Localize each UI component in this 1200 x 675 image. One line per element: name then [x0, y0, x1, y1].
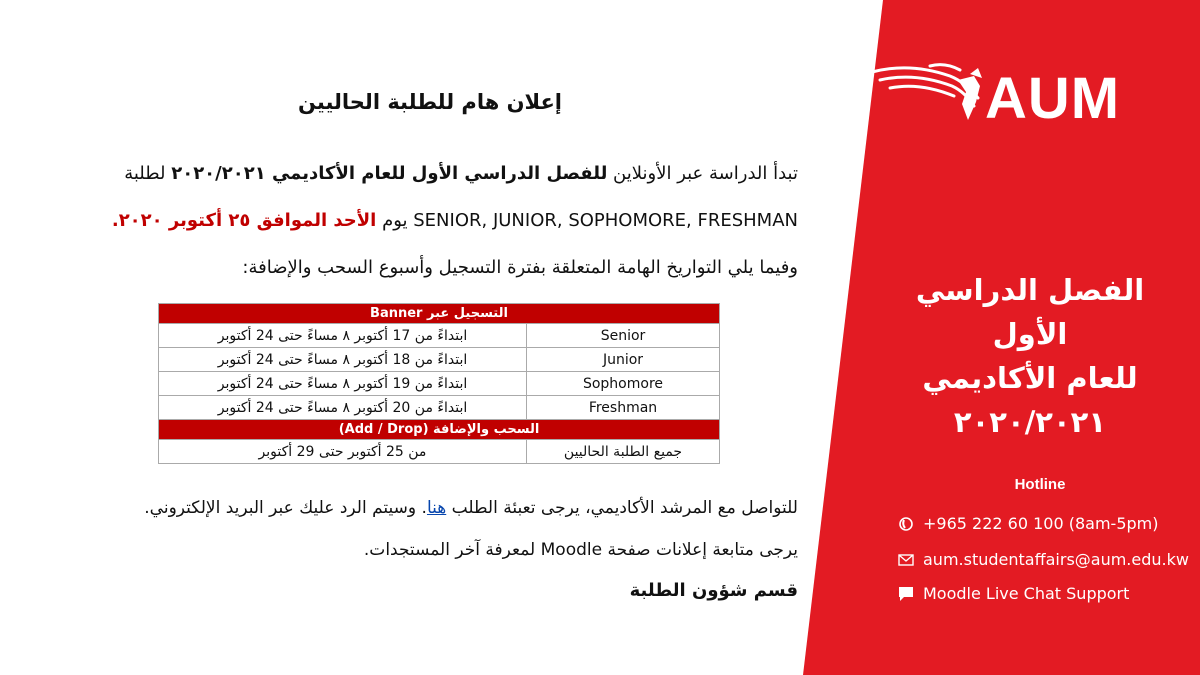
- dates-intro: وفيما يلي التواريخ الهامة المتعلقة بفترة التسجيل وأسبوع السحب والإضافة:: [242, 257, 798, 278]
- email-address: aum.studentaffairs@aum.edu.kw: [923, 550, 1189, 569]
- chat-contact[interactable]: [897, 584, 1129, 603]
- levels-paragraph: [42, 210, 798, 232]
- signature: قسم شؤون الطلبة: [629, 580, 798, 601]
- advisor-contact-paragraph: [42, 493, 798, 523]
- intro-paragraph: [42, 163, 798, 185]
- advisor-text: للتواصل مع المرشد الأكاديمي، يرجى تعبئة الطلب: [446, 498, 798, 518]
- table-row: [159, 440, 720, 464]
- request-form-link[interactable]: هنا: [426, 498, 447, 518]
- table-row: [159, 348, 720, 372]
- level-cell: Senior: [527, 324, 720, 348]
- phone-icon: [897, 515, 915, 533]
- moodle-paragraph: يرجى متابعة إعلانات صفحة Moodle لمعرفة آخر المستجدات.: [363, 540, 798, 560]
- dates-cell: ابتداءً من 20 أكتوبر ٨ مساءً حتى 24 أكتوبر: [159, 396, 527, 420]
- hotline-heading: Hotline: [1014, 476, 1066, 493]
- advisor-text-suffix: . وسيتم الرد عليك عبر البريد الإلكتروني.: [144, 498, 427, 518]
- dates-cell: من 25 أكتوبر حتى 29 أكتوبر: [159, 440, 527, 464]
- side-title-line: للعام الأكاديمي: [922, 361, 1138, 395]
- side-title: [880, 268, 1180, 444]
- table-row: [159, 372, 720, 396]
- table-header: [159, 420, 720, 440]
- logo-text: AUM: [985, 66, 1121, 131]
- phone-contact[interactable]: [897, 514, 1158, 533]
- side-title-line: ٢٠٢٠/٢٠٢١: [953, 405, 1107, 439]
- intro-text: تبدأ الدراسة عبر الأونلاين: [607, 163, 798, 184]
- add-drop-header: السحب والإضافة (Add / Drop): [159, 420, 720, 440]
- dates-cell: ابتداءً من 18 أكتوبر ٨ مساءً حتى 24 أكتوبر: [159, 348, 527, 372]
- chat-support-label: Moodle Live Chat Support: [923, 584, 1130, 603]
- intro-suffix: لطلبة: [124, 163, 172, 184]
- registration-header: التسجيل عبر Banner: [159, 304, 720, 324]
- level-cell: Freshman: [527, 396, 720, 420]
- level-cell: جميع الطلبة الحاليين: [527, 440, 720, 464]
- side-title-line: الفصل الدراسي الأول: [915, 273, 1145, 351]
- level-cell: Sophomore: [527, 372, 720, 396]
- level-cell: Junior: [527, 348, 720, 372]
- table-header: [159, 304, 720, 324]
- email-contact[interactable]: [897, 550, 1189, 569]
- phone-number: +965 222 60 100 (8am-5pm): [923, 514, 1159, 533]
- start-date: الأحد الموافق ٢٥ أكتوبر ٢٠٢٠.: [111, 210, 377, 231]
- mail-icon: [897, 551, 915, 569]
- day-label: يوم: [376, 210, 414, 231]
- table-row: [159, 396, 720, 420]
- table-row: [159, 324, 720, 348]
- levels-text: SENIOR, JUNIOR, SOPHOMORE, FRESHMAN: [413, 210, 798, 231]
- page-title: إعلان هام للطلبة الحاليين: [297, 90, 562, 114]
- chat-icon: [897, 585, 915, 603]
- semester-text: للفصل الدراسي الأول للعام الأكاديمي ٢٠٢٠/٢٠٢١: [171, 163, 608, 184]
- dates-cell: ابتداءً من 17 أكتوبر ٨ مساءً حتى 24 أكتوبر: [159, 324, 527, 348]
- registration-table: [158, 303, 720, 464]
- dates-cell: ابتداءً من 19 أكتوبر ٨ مساءً حتى 24 أكتوبر: [159, 372, 527, 396]
